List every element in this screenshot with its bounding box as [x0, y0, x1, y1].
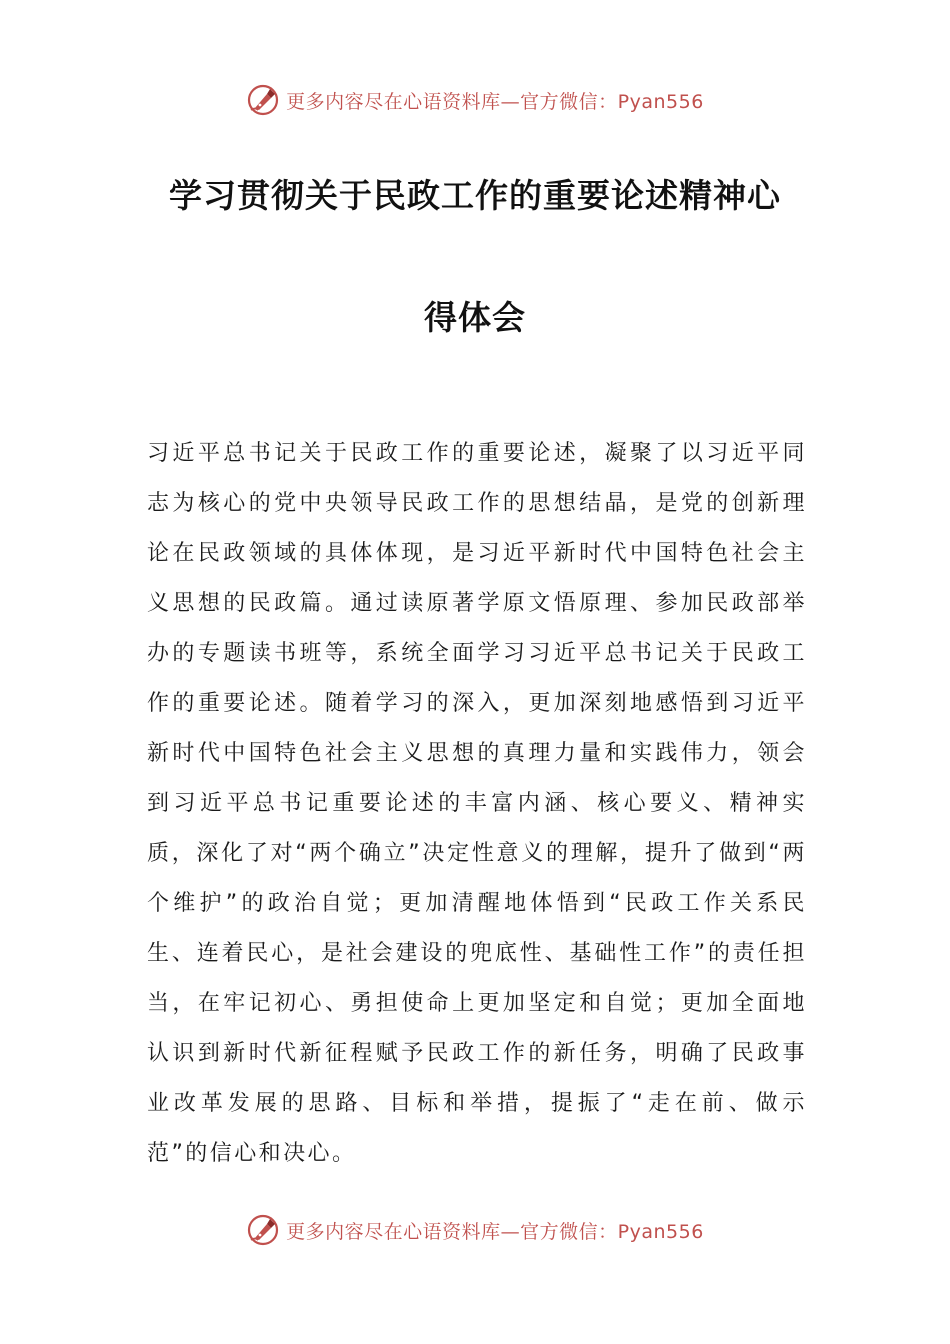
banner-wechat-id: Pyan556: [617, 1220, 704, 1243]
document-title-line-1: 学习贯彻关于民政工作的重要论述精神心: [169, 176, 781, 215]
header-banner: [0, 80, 950, 120]
body-paragraph: 习近平总书记关于民政工作的重要论述，凝聚了以习近平同志为核心的党中央领导民政工作的思想结晶，是党的创新理论在民政领域的具体体现，是习近平新时代中国特色社会主义思想的民政篇。通过读原著学原文悟原理、参加民政部举办的专题读书班等，系统全面学习习近平总书记关于民政工作的重要论述。随着学习的深入，更加深刻地感悟到习近平新时代中国特色社会主义思想的真理力量和实践伟力，领会到习近平总书记重要论述的丰富内涵、核心要义、精神实质，深化了对“两个确立”决定性意义的理解，提升了做到“两个维护”的政治自觉；更加清醒地体悟到“民政工作关系民生、连着民心，是社会建设的兜底性、基础性工作”的责任担当，在牢记初心、勇担使命上更加坚定和自觉；更加全面地认识到新时代新征程赋予民政工作的新任务，明确了民政事业改革发展的思路、目标和举措，提振了“走在前、做示范”的信心和决心。: [147, 441, 807, 1166]
banner-slogan: 更多内容尽在心语资料库—官方微信：: [286, 1220, 618, 1243]
banner-slogan: 更多内容尽在心语资料库—官方微信：: [286, 90, 618, 113]
banner-text: [286, 1217, 704, 1244]
pen-nib-logo-icon: [246, 83, 280, 117]
footer-banner: [0, 1210, 950, 1250]
document-title-line-2: 得体会: [424, 298, 526, 337]
banner-text: [286, 87, 704, 114]
banner-wechat-id: Pyan556: [617, 90, 704, 113]
pen-nib-logo-icon: [246, 1213, 280, 1247]
